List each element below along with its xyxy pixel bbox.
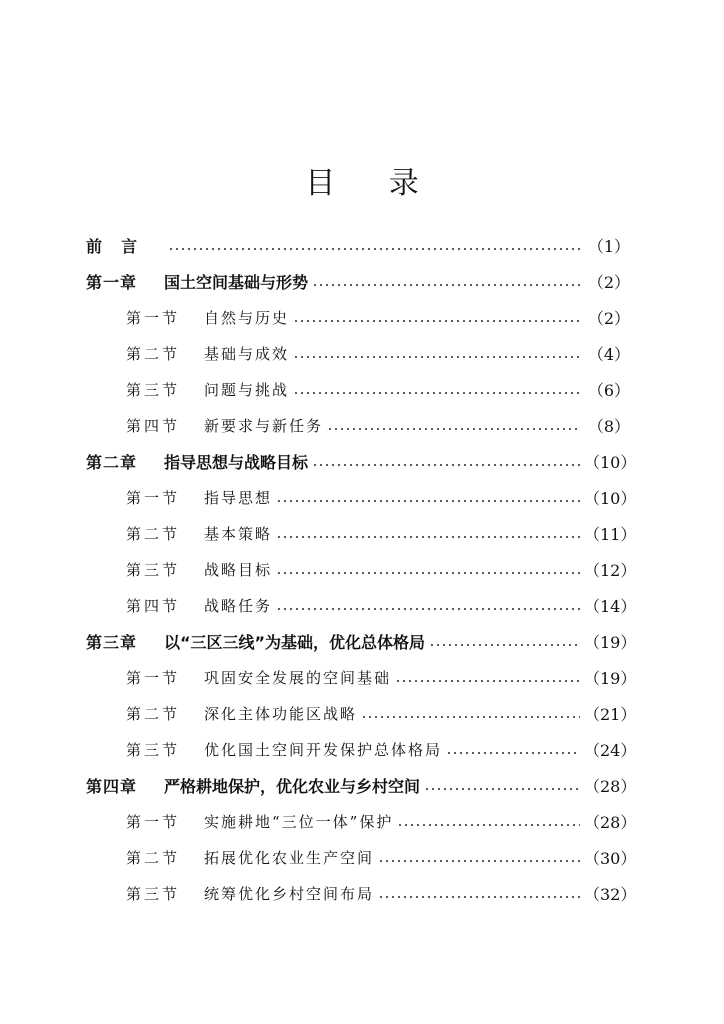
toc-entry-number: 第三节: [126, 380, 181, 399]
toc-entry-number: 第二节: [126, 524, 181, 543]
toc-dot-leader: [276, 559, 580, 579]
toc-dot-leader: [312, 451, 580, 471]
toc-dot-leader: [395, 667, 580, 687]
toc-chapter-entry[interactable]: [86, 443, 637, 479]
toc-section-entry[interactable]: [86, 515, 637, 551]
toc-dot-leader: [293, 307, 580, 327]
toc-page-number: （4）: [587, 344, 630, 364]
toc-section-entry[interactable]: [86, 407, 630, 443]
toc-section-entry[interactable]: [86, 803, 637, 839]
toc-entry-title: 巩固安全发展的空间基础: [204, 668, 392, 687]
toc-section-entry[interactable]: [86, 299, 630, 335]
toc-chapter-entry[interactable]: [86, 227, 630, 263]
toc-dot-leader: [293, 379, 580, 399]
toc-entry-number: 第一节: [126, 488, 181, 507]
toc-entry-title: 优化国土空间开发保护总体格局: [204, 740, 443, 759]
toc-page-number: （2）: [587, 272, 630, 292]
toc-page-number: （30）: [584, 848, 637, 868]
toc-page-number: （19）: [584, 632, 637, 652]
toc-page-number: （10）: [584, 488, 637, 508]
toc-entry-title: 战略目标: [204, 560, 273, 579]
toc-dot-leader: [429, 631, 580, 651]
toc-entry-number: 第二节: [126, 344, 181, 363]
toc-entry-title: 统筹优化乡村空间布局: [204, 884, 375, 903]
toc-dot-leader: [446, 739, 580, 759]
toc-entry-title: 严格耕地保护，优化农业与乡村空间: [164, 776, 421, 796]
toc-entry-title: 国土空间基础与形势: [164, 272, 309, 292]
toc-entry-number: 第四节: [126, 596, 181, 615]
toc-chapter-entry[interactable]: [86, 263, 630, 299]
toc-page-number: （6）: [587, 380, 630, 400]
toc-page-number: （28）: [584, 776, 637, 796]
toc-entry-title: 拓展优化农业生产空间: [204, 848, 375, 867]
toc-section-entry[interactable]: [86, 551, 637, 587]
toc-dot-leader: [361, 703, 580, 723]
toc-dot-leader: [378, 883, 580, 903]
toc-entry-title: 深化主体功能区战略: [204, 704, 358, 723]
toc-dot-leader: [168, 235, 580, 255]
toc-entry-number: 第一节: [126, 308, 181, 327]
toc-page-number: （28）: [584, 812, 637, 832]
toc-page-number: （12）: [584, 560, 637, 580]
toc-page-number: （11）: [584, 524, 637, 544]
toc-entry-title: 问题与挑战: [204, 380, 290, 399]
toc-dot-leader: [293, 343, 580, 363]
toc-entry-number: 第二章: [86, 452, 138, 472]
toc-entry-title: 新要求与新任务: [204, 416, 324, 435]
toc-entry-title: 指导思想: [204, 488, 273, 507]
toc-entry-number: 前言: [86, 236, 157, 256]
toc-page-number: （2）: [587, 308, 630, 328]
toc-page-number: （10）: [584, 452, 637, 472]
table-of-contents: [86, 227, 637, 911]
toc-entry-number: 第三节: [126, 560, 181, 579]
toc-page-number: （21）: [584, 704, 637, 724]
toc-section-entry[interactable]: [86, 479, 637, 515]
toc-entry-number: 第一章: [86, 272, 138, 292]
toc-chapter-entry[interactable]: [86, 767, 637, 803]
toc-dot-leader: [327, 415, 580, 435]
toc-entry-number: 第三节: [126, 740, 181, 759]
toc-entry-number: 第三节: [126, 884, 181, 903]
toc-entry-title: 以“三区三线”为基础，优化总体格局: [164, 632, 426, 652]
toc-section-entry[interactable]: [86, 731, 637, 767]
toc-entry-number: 第二节: [126, 704, 181, 723]
toc-section-entry[interactable]: [86, 839, 637, 875]
toc-section-entry[interactable]: [86, 587, 637, 623]
toc-entry-title: 指导思想与战略目标: [164, 452, 309, 472]
toc-section-entry[interactable]: [86, 659, 637, 695]
toc-chapter-entry[interactable]: [86, 623, 637, 659]
toc-dot-leader: [312, 271, 580, 291]
toc-section-entry[interactable]: [86, 695, 637, 731]
toc-dot-leader: [276, 523, 580, 543]
toc-entry-title: 战略任务: [204, 596, 273, 615]
toc-dot-leader: [397, 811, 580, 831]
toc-page-number: （1）: [587, 236, 630, 256]
toc-page-number: （19）: [584, 668, 637, 688]
toc-section-entry[interactable]: [86, 335, 630, 371]
toc-section-entry[interactable]: [86, 371, 630, 407]
toc-entry-number: 第四节: [126, 416, 181, 435]
toc-entry-number: 第四章: [86, 776, 138, 796]
toc-entry-title: 基本策略: [204, 524, 273, 543]
toc-dot-leader: [424, 775, 580, 795]
toc-entry-number: 第一节: [126, 668, 181, 687]
toc-entry-number: 第二节: [126, 848, 181, 867]
page-title: 目 录: [305, 166, 441, 201]
toc-section-entry[interactable]: [86, 875, 637, 911]
toc-page-number: （32）: [584, 884, 637, 904]
toc-dot-leader: [378, 847, 580, 867]
toc-page-number: （24）: [584, 740, 637, 760]
toc-dot-leader: [276, 595, 580, 615]
toc-entry-title: 自然与历史: [204, 308, 290, 327]
toc-page-number: （8）: [587, 416, 630, 436]
toc-entry-title: 基础与成效: [204, 344, 290, 363]
toc-entry-title: 实施耕地“三位一体”保护: [204, 812, 394, 831]
toc-page-number: （14）: [584, 596, 637, 616]
toc-entry-number: 第三章: [86, 632, 138, 652]
toc-entry-number: 第一节: [126, 812, 181, 831]
toc-dot-leader: [276, 487, 580, 507]
